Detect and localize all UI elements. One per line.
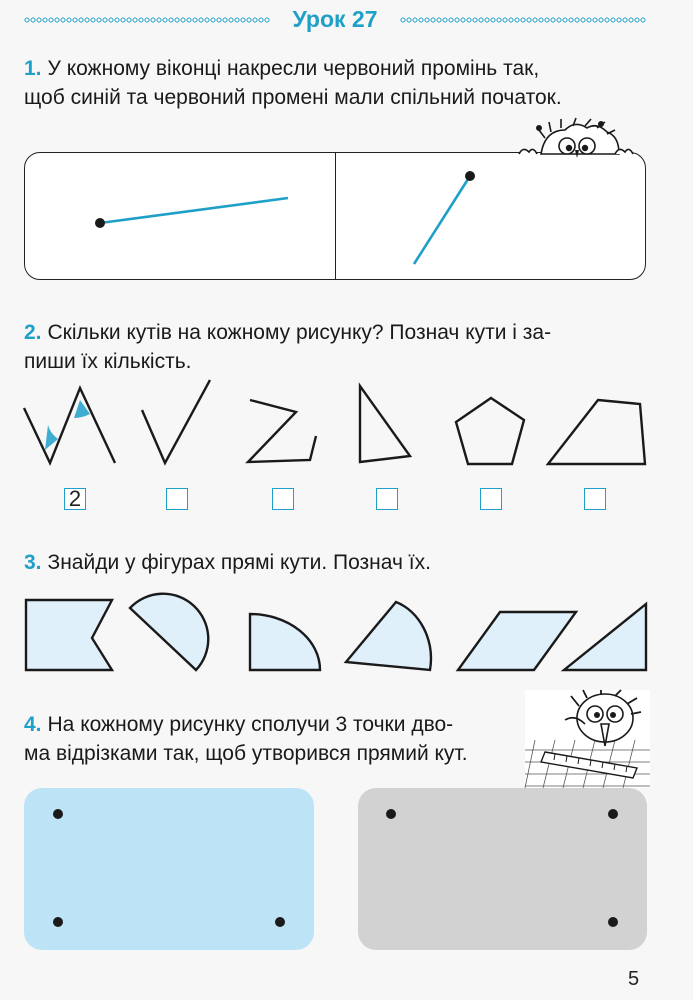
figure-v-angle xyxy=(142,380,210,463)
task-2-figures xyxy=(0,370,693,480)
point[interactable] xyxy=(53,917,63,927)
task-1-text-line-1: У кожному віконці накресли червоний промінь так, xyxy=(47,57,540,80)
task-3-number: 3. xyxy=(24,551,42,574)
figure-pentagon xyxy=(456,398,524,464)
task-4-text-line-2: ма відрізками так, щоб утворився прямий кут. xyxy=(24,742,468,765)
figure-triangle xyxy=(360,386,410,462)
task-4-card-gray xyxy=(358,788,647,950)
answer-box-5[interactable] xyxy=(480,488,502,510)
task-3-instructions xyxy=(24,548,654,577)
answer-box-2[interactable] xyxy=(166,488,188,510)
task-4-number: 4. xyxy=(24,713,42,736)
figure-zigzag-marked xyxy=(24,388,115,463)
point[interactable] xyxy=(53,809,63,819)
lesson-title: Урок 27 xyxy=(292,6,378,32)
answer-box-1[interactable]: 2 xyxy=(64,488,86,510)
task-2-number: 2. xyxy=(24,321,42,344)
figure-quarter-circle xyxy=(250,614,320,670)
blue-ray-right xyxy=(414,176,470,264)
task-1-number: 1. xyxy=(24,57,42,80)
point[interactable] xyxy=(608,809,618,819)
answer-box-3[interactable] xyxy=(272,488,294,510)
figure-z-shape xyxy=(248,400,316,462)
point[interactable] xyxy=(608,917,618,927)
peeking-owl-icon xyxy=(515,118,635,162)
point[interactable] xyxy=(275,917,285,927)
task-2-instructions xyxy=(24,318,654,376)
answer-box-6[interactable] xyxy=(584,488,606,510)
ray-origin-right xyxy=(465,171,475,181)
task-2-text-line-2: пиши їх кількість. xyxy=(24,350,192,373)
task-4-card-blue xyxy=(24,788,314,950)
figure-half-disc xyxy=(130,594,208,670)
page-number: 5 xyxy=(628,968,640,990)
blue-ray-left xyxy=(100,198,288,223)
owl-with-ruler-icon xyxy=(525,690,650,788)
task-1-text-line-2: щоб синій та червоний промені мали спільний початок. xyxy=(24,86,562,109)
task-3-text-line-1: Знайди у фігурах прямі кути. Познач їх. xyxy=(47,551,431,574)
ray-origin-left xyxy=(95,218,105,228)
figure-notched-square xyxy=(26,600,112,670)
answer-box-4[interactable] xyxy=(376,488,398,510)
point[interactable] xyxy=(386,809,396,819)
task-3-figures xyxy=(0,590,693,680)
figure-arc-triangle xyxy=(346,602,431,670)
task-4-text-line-1: На кожному рисунку сполучи 3 точки дво- xyxy=(47,713,454,736)
figure-parallelogram xyxy=(458,612,576,670)
figure-right-triangle xyxy=(564,604,646,670)
task-2-text-line-1: Скільки кутів на кожному рисунку? Познач кути і за- xyxy=(47,321,552,344)
figure-quadrilateral xyxy=(548,400,645,464)
